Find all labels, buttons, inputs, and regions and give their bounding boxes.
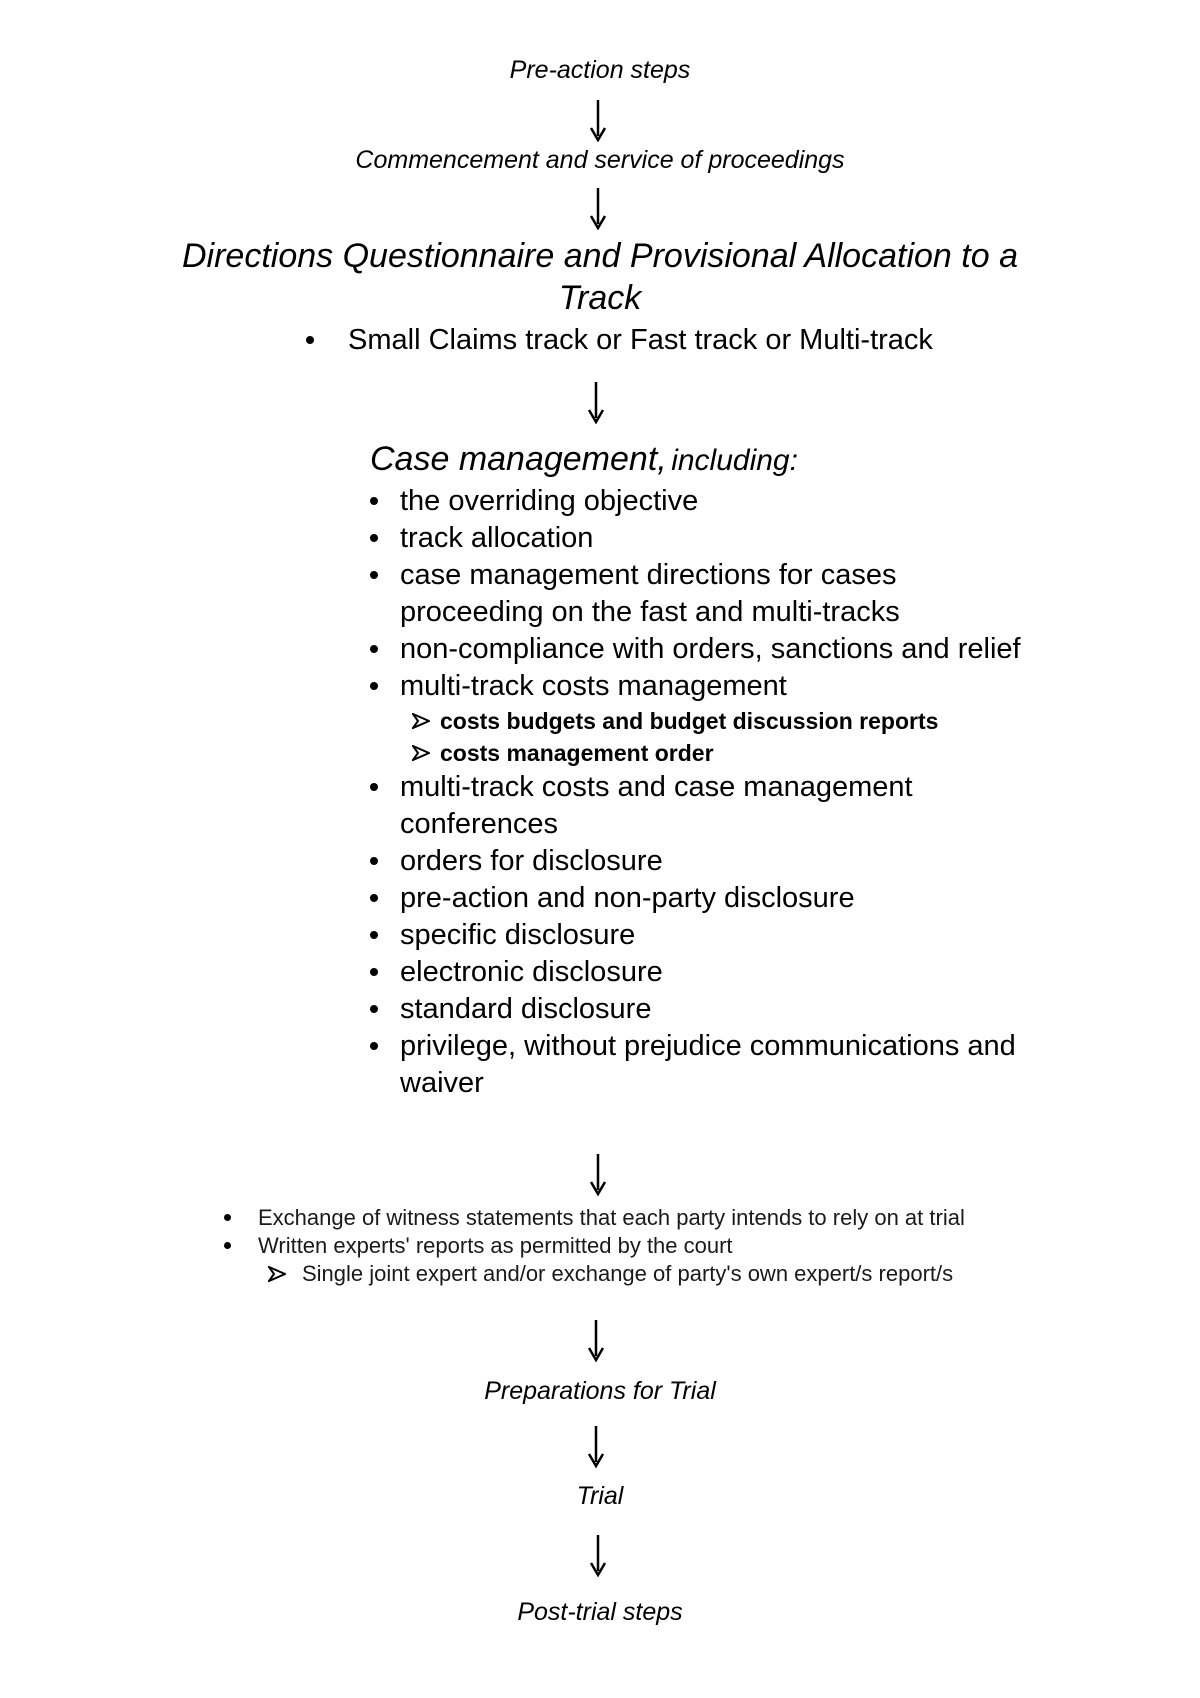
list-item [368, 991, 1068, 1028]
sub-list-item [368, 705, 1068, 737]
list-item [222, 1204, 1142, 1232]
bullet-dot-icon [370, 645, 378, 653]
list-item-text: standard disclosure [400, 993, 652, 1025]
step-directions-line2: Track [558, 279, 642, 317]
down-arrow-icon [588, 186, 608, 230]
arrowhead-bullet-icon [412, 745, 430, 761]
list-item-text: case management directions for cases proceeding on the fast and multi-tracks [400, 559, 900, 628]
list-item-text: track allocation [400, 522, 594, 554]
bullet-dot-icon [370, 894, 378, 902]
case-management-including: including: [671, 444, 798, 477]
bullet-dot-icon [370, 497, 378, 505]
step-preparations: Preparations for Trial [484, 1377, 716, 1405]
arrowhead-bullet-icon [412, 713, 430, 729]
step-post-trial: Post-trial steps [517, 1598, 683, 1626]
list-item-text: pre-action and non-party disclosure [400, 882, 855, 914]
list-item-text: Written experts' reports as permitted by the court [258, 1233, 733, 1258]
case-management-title: Case management, [370, 440, 667, 478]
sub-list-item [368, 737, 1068, 769]
down-arrow-icon [586, 1318, 606, 1362]
step-directions-line1: Directions Questionnaire and Provisional Allocation to a [182, 237, 1018, 275]
list-item [368, 520, 1068, 557]
list-item-text: Exchange of witness statements that each party intends to rely on at trial [258, 1205, 965, 1230]
bullet-dot-icon [370, 783, 378, 791]
down-arrow-icon [586, 380, 606, 424]
case-management-list [368, 483, 1068, 1102]
list-item-text: non-compliance with orders, sanctions and relief [400, 633, 1021, 665]
bullet-dot-icon [370, 571, 378, 579]
list-item [368, 769, 1010, 843]
step-commencement: Commencement and service of proceedings [355, 146, 845, 174]
down-arrow-icon [588, 1152, 608, 1196]
list-item [368, 954, 1068, 991]
list-item-text: multi-track costs and case management conferences [400, 771, 913, 840]
track-options-item [306, 322, 933, 358]
down-arrow-icon [588, 98, 608, 142]
bullet-dot-icon [370, 682, 378, 690]
bullet-dot-icon [370, 1042, 378, 1050]
bullet-dot-icon [370, 968, 378, 976]
bullet-dot-icon [370, 534, 378, 542]
evidence-list [222, 1204, 1142, 1288]
list-item [368, 631, 1040, 668]
sub-list-item [222, 1260, 1142, 1288]
list-item-text: the overriding objective [400, 485, 699, 517]
sub-list-item-text: costs budgets and budget discussion reports [440, 708, 939, 734]
step-pre-action: Pre-action steps [509, 56, 691, 84]
bullet-dot-icon [370, 857, 378, 865]
bullet-dot-icon [370, 1005, 378, 1013]
bullet-dot-icon [306, 336, 314, 344]
list-item-text: orders for disclosure [400, 845, 663, 877]
list-item [368, 483, 1068, 520]
down-arrow-icon [586, 1424, 606, 1468]
sub-list-item-text: costs management order [440, 740, 714, 766]
bullet-dot-icon [224, 1214, 231, 1221]
step-trial: Trial [576, 1482, 624, 1510]
list-item [368, 1028, 1060, 1102]
list-item [368, 880, 1068, 917]
list-item [368, 668, 1068, 705]
list-item-text: specific disclosure [400, 919, 636, 951]
list-item [368, 843, 1068, 880]
sub-list-item-text: Single joint expert and/or exchange of party's own expert/s report/s [302, 1261, 954, 1286]
bullet-dot-icon [370, 931, 378, 939]
case-management-heading [370, 440, 798, 479]
list-item-text: electronic disclosure [400, 956, 663, 988]
list-item [368, 557, 1000, 631]
list-item [222, 1232, 1142, 1260]
track-options-text: Small Claims track or Fast track or Multi-track [348, 324, 933, 356]
down-arrow-icon [588, 1533, 608, 1577]
list-item-text: multi-track costs management [400, 670, 787, 702]
arrowhead-bullet-icon [268, 1266, 286, 1282]
list-item-text: privilege, without prejudice communications and waiver [400, 1030, 1016, 1099]
list-item [368, 917, 1068, 954]
bullet-dot-icon [224, 1242, 231, 1249]
